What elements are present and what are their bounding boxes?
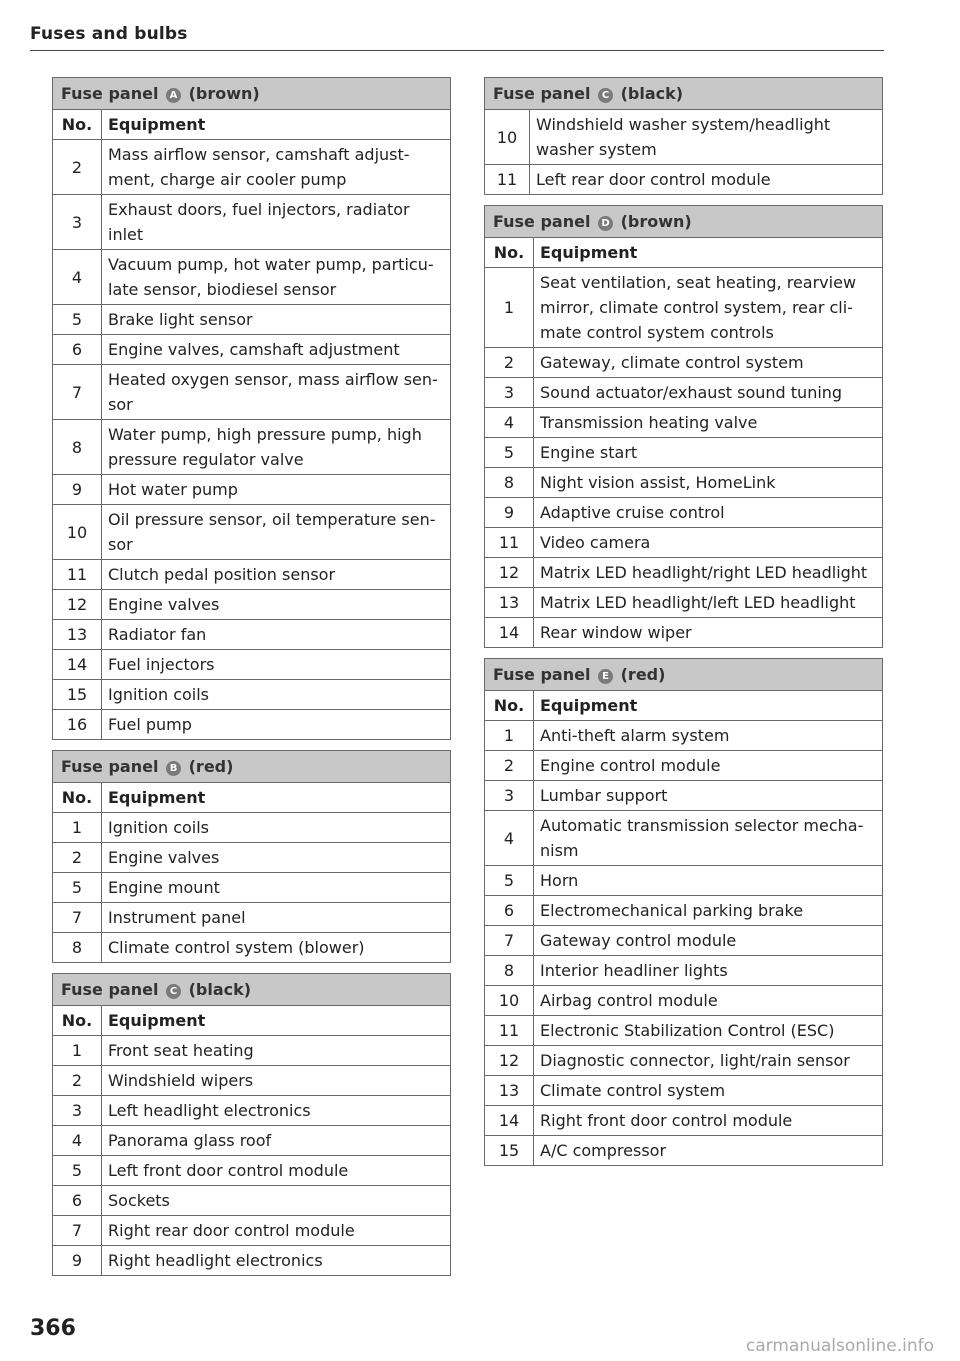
fuse-number: 5 — [485, 866, 534, 896]
fuse-number: 5 — [53, 305, 102, 335]
table-row — [53, 903, 451, 933]
fuse-number: 4 — [53, 250, 102, 305]
table-row — [485, 1046, 883, 1076]
table-row — [485, 268, 883, 348]
column-header-equipment: Equipment — [534, 691, 883, 721]
fuse-equipment: Exhaust doors, fuel injectors, radiator inlet — [102, 195, 451, 250]
table-row — [53, 590, 451, 620]
fuse-number: 14 — [485, 618, 534, 648]
fuse-equipment: Sockets — [102, 1186, 451, 1216]
fuse-number: 6 — [485, 896, 534, 926]
table-row — [485, 866, 883, 896]
fuse-panel-color: (brown) — [188, 84, 260, 103]
table-row — [485, 956, 883, 986]
table-row — [485, 781, 883, 811]
panel-letter-badge: E — [598, 669, 613, 684]
table-header-row — [53, 783, 451, 813]
fuse-panel-a-table — [52, 77, 451, 740]
fuse-number: 12 — [485, 1046, 534, 1076]
fuse-panel-caption-row — [53, 974, 451, 1006]
fuse-number: 5 — [53, 1156, 102, 1186]
fuse-table — [52, 750, 451, 963]
fuse-equipment: Front seat heating — [102, 1036, 451, 1066]
fuse-number: 1 — [53, 813, 102, 843]
fuse-number: 8 — [485, 468, 534, 498]
fuse-number: 3 — [53, 1096, 102, 1126]
column-header-equipment: Equipment — [102, 783, 451, 813]
fuse-panel-caption-row — [485, 659, 883, 691]
table-row — [53, 650, 451, 680]
fuse-equipment: Matrix LED headlight/right LED headlight — [534, 558, 883, 588]
column-header-equipment: Equipment — [102, 1006, 451, 1036]
column-header-equipment: Equipment — [534, 238, 883, 268]
fuse-number: 9 — [53, 1246, 102, 1276]
table-row — [53, 420, 451, 475]
table-row — [53, 140, 451, 195]
fuse-panel-d-table — [484, 205, 883, 648]
fuse-equipment: Hot water pump — [102, 475, 451, 505]
fuse-equipment: Seat ventilation, seat heating, rearview mirror, climate control system, rear climate control system controls — [534, 268, 883, 348]
table-row — [53, 680, 451, 710]
watermark: carmanualsonline.info — [745, 1336, 934, 1356]
fuse-panel-caption-row — [53, 78, 451, 110]
fuse-equipment: Engine valves — [102, 843, 451, 873]
fuse-panel-caption — [53, 751, 451, 783]
fuse-panel-b-table — [52, 750, 451, 963]
fuse-equipment: Gateway control module — [534, 926, 883, 956]
table-row — [485, 165, 883, 195]
fuse-number: 7 — [53, 903, 102, 933]
fuse-equipment: Engine start — [534, 438, 883, 468]
fuse-panel-e-table — [484, 658, 883, 1166]
fuse-panel-color: (red) — [188, 757, 234, 776]
fuse-panel-prefix: Fuse panel — [493, 665, 591, 684]
fuse-number: 9 — [53, 475, 102, 505]
fuse-equipment: Adaptive cruise control — [534, 498, 883, 528]
fuse-equipment: Right headlight electronics — [102, 1246, 451, 1276]
table-row — [485, 588, 883, 618]
fuse-panel-color: (black) — [620, 84, 684, 103]
fuse-panel-prefix: Fuse panel — [61, 84, 159, 103]
table-row — [53, 1186, 451, 1216]
fuse-number: 16 — [53, 710, 102, 740]
table-row — [53, 1246, 451, 1276]
fuse-number: 15 — [53, 680, 102, 710]
fuse-number: 10 — [485, 110, 530, 165]
fuse-number: 1 — [53, 1036, 102, 1066]
fuse-equipment: Airbag control module — [534, 986, 883, 1016]
panel-letter-badge: D — [598, 216, 613, 231]
fuse-equipment: Mass airflow sensor, camshaft adjustment, charge air cooler pump — [102, 140, 451, 195]
fuse-number: 12 — [53, 590, 102, 620]
fuse-equipment: Interior headliner lights — [534, 956, 883, 986]
fuse-equipment: Radiator fan — [102, 620, 451, 650]
fuse-panel-caption — [485, 659, 883, 691]
fuse-number: 2 — [53, 843, 102, 873]
table-row — [53, 1066, 451, 1096]
fuse-number: 15 — [485, 1136, 534, 1166]
table-row — [485, 986, 883, 1016]
fuse-number: 11 — [485, 528, 534, 558]
table-row — [485, 926, 883, 956]
panel-letter-badge: A — [166, 88, 181, 103]
fuse-number: 1 — [485, 268, 534, 348]
fuse-panel-caption — [53, 78, 451, 110]
fuse-number: 13 — [53, 620, 102, 650]
fuse-number: 14 — [485, 1106, 534, 1136]
fuse-equipment: Video camera — [534, 528, 883, 558]
fuse-equipment: Left headlight electronics — [102, 1096, 451, 1126]
panel-letter-badge: C — [166, 984, 181, 999]
fuse-number: 6 — [53, 335, 102, 365]
fuse-equipment: Engine valves, camshaft adjustment — [102, 335, 451, 365]
table-row — [53, 1036, 451, 1066]
table-row — [53, 1126, 451, 1156]
fuse-equipment: Windshield washer system/headlight washer system — [530, 110, 883, 165]
table-row — [53, 560, 451, 590]
table-row — [53, 843, 451, 873]
column-header-no: No. — [53, 110, 102, 140]
fuse-equipment: Ignition coils — [102, 680, 451, 710]
table-row — [485, 811, 883, 866]
left-column — [52, 77, 451, 1286]
fuse-table — [484, 77, 883, 195]
fuse-number: 4 — [485, 408, 534, 438]
fuse-equipment: Sound actuator/exhaust sound tuning — [534, 378, 883, 408]
table-row — [53, 1156, 451, 1186]
fuse-equipment: Left rear door control module — [530, 165, 883, 195]
table-row — [53, 365, 451, 420]
table-header-row — [53, 1006, 451, 1036]
fuse-number: 14 — [53, 650, 102, 680]
fuse-equipment: Automatic transmission selector mechanism — [534, 811, 883, 866]
fuse-number: 8 — [53, 420, 102, 475]
table-row — [485, 498, 883, 528]
fuse-equipment: Transmission heating valve — [534, 408, 883, 438]
table-row — [485, 378, 883, 408]
fuse-number: 13 — [485, 588, 534, 618]
fuse-number: 2 — [53, 1066, 102, 1096]
fuse-number: 2 — [485, 348, 534, 378]
fuse-equipment: Fuel injectors — [102, 650, 451, 680]
fuse-panel-c-table — [52, 973, 451, 1276]
fuse-panel-prefix: Fuse panel — [493, 84, 591, 103]
fuse-number: 8 — [485, 956, 534, 986]
column-header-equipment: Equipment — [102, 110, 451, 140]
fuse-equipment: Electronic Stabilization Control (ESC) — [534, 1016, 883, 1046]
table-row — [53, 505, 451, 560]
fuse-number: 10 — [485, 986, 534, 1016]
fuse-panel-color: (black) — [188, 980, 252, 999]
fuse-number: 10 — [53, 505, 102, 560]
table-row — [53, 620, 451, 650]
fuse-panel-color: (red) — [620, 665, 666, 684]
fuse-number: 9 — [485, 498, 534, 528]
fuse-equipment: Electromechanical parking brake — [534, 896, 883, 926]
table-row — [53, 813, 451, 843]
table-row — [53, 195, 451, 250]
fuse-number: 1 — [485, 721, 534, 751]
table-row — [485, 528, 883, 558]
table-row — [485, 1016, 883, 1046]
column-header-no: No. — [53, 1006, 102, 1036]
fuse-number: 4 — [53, 1126, 102, 1156]
column-header-no: No. — [53, 783, 102, 813]
fuse-panel-prefix: Fuse panel — [61, 757, 159, 776]
page-header — [30, 24, 884, 51]
fuse-equipment: Left front door control module — [102, 1156, 451, 1186]
fuse-panel-prefix: Fuse panel — [61, 980, 159, 999]
fuse-number: 3 — [485, 378, 534, 408]
fuse-equipment: Climate control system — [534, 1076, 883, 1106]
fuse-number: 2 — [53, 140, 102, 195]
fuse-number: 8 — [53, 933, 102, 963]
fuse-number: 3 — [485, 781, 534, 811]
fuse-equipment: A/C compressor — [534, 1136, 883, 1166]
fuse-equipment: Engine mount — [102, 873, 451, 903]
fuse-equipment: Rear window wiper — [534, 618, 883, 648]
section-title: Fuses and bulbs — [30, 24, 188, 44]
fuse-equipment: Night vision assist, HomeLink — [534, 468, 883, 498]
fuse-equipment: Engine valves — [102, 590, 451, 620]
fuse-equipment: Climate control system (blower) — [102, 933, 451, 963]
table-row — [485, 558, 883, 588]
fuse-equipment: Lumbar support — [534, 781, 883, 811]
fuse-equipment: Panorama glass roof — [102, 1126, 451, 1156]
fuse-equipment: Instrument panel — [102, 903, 451, 933]
table-row — [485, 721, 883, 751]
fuse-panel-color: (brown) — [620, 212, 692, 231]
table-row — [485, 348, 883, 378]
table-row — [53, 335, 451, 365]
fuse-number: 6 — [53, 1186, 102, 1216]
column-header-no: No. — [485, 691, 534, 721]
table-row — [53, 250, 451, 305]
table-header-row — [485, 238, 883, 268]
fuse-number: 13 — [485, 1076, 534, 1106]
fuse-equipment: Gateway, climate control system — [534, 348, 883, 378]
fuse-equipment: Clutch pedal position sensor — [102, 560, 451, 590]
fuse-equipment: Ignition coils — [102, 813, 451, 843]
fuse-equipment: Heated oxygen sensor, mass airflow sensor — [102, 365, 451, 420]
fuse-number: 4 — [485, 811, 534, 866]
fuse-table — [484, 658, 883, 1166]
table-header-row — [485, 691, 883, 721]
fuse-number: 11 — [485, 1016, 534, 1046]
table-row — [53, 933, 451, 963]
fuse-panel-c-continued-table — [484, 77, 883, 195]
fuse-equipment: Water pump, high pressure pump, high pressure regulator valve — [102, 420, 451, 475]
fuse-equipment: Vacuum pump, hot water pump, particulate sensor, biodiesel sensor — [102, 250, 451, 305]
fuse-equipment: Anti-theft alarm system — [534, 721, 883, 751]
fuse-table — [52, 973, 451, 1276]
fuse-number: 5 — [485, 438, 534, 468]
panel-letter-badge: C — [598, 88, 613, 103]
fuse-equipment: Horn — [534, 866, 883, 896]
fuse-equipment: Diagnostic connector, light/rain sensor — [534, 1046, 883, 1076]
table-row — [53, 475, 451, 505]
fuse-equipment: Oil pressure sensor, oil temperature sensor — [102, 505, 451, 560]
fuse-panel-caption-row — [485, 206, 883, 238]
fuse-number: 3 — [53, 195, 102, 250]
fuse-panel-prefix: Fuse panel — [493, 212, 591, 231]
table-row — [485, 438, 883, 468]
fuse-equipment: Brake light sensor — [102, 305, 451, 335]
table-row — [485, 751, 883, 781]
table-row — [485, 896, 883, 926]
fuse-panel-caption — [53, 974, 451, 1006]
table-row — [485, 1136, 883, 1166]
fuse-panel-caption-row — [53, 751, 451, 783]
table-row — [485, 408, 883, 438]
fuse-table — [484, 205, 883, 648]
table-row — [53, 710, 451, 740]
fuse-panel-caption-row — [485, 78, 883, 110]
fuse-equipment: Right rear door control module — [102, 1216, 451, 1246]
table-row — [53, 1096, 451, 1126]
table-row — [53, 1216, 451, 1246]
fuse-number: 11 — [485, 165, 530, 195]
fuse-number: 5 — [53, 873, 102, 903]
page-number: 366 — [30, 1316, 76, 1341]
fuse-number: 11 — [53, 560, 102, 590]
table-row — [485, 110, 883, 165]
fuse-equipment: Right front door control module — [534, 1106, 883, 1136]
fuse-number: 2 — [485, 751, 534, 781]
table-row — [485, 1106, 883, 1136]
fuse-equipment: Engine control module — [534, 751, 883, 781]
table-row — [53, 305, 451, 335]
fuse-number: 7 — [485, 926, 534, 956]
table-row — [53, 873, 451, 903]
right-column — [484, 77, 883, 1176]
fuse-panel-caption — [485, 206, 883, 238]
fuse-equipment: Windshield wipers — [102, 1066, 451, 1096]
panel-letter-badge: B — [166, 761, 181, 776]
fuse-number: 7 — [53, 1216, 102, 1246]
fuse-panel-caption — [485, 78, 883, 110]
fuse-number: 12 — [485, 558, 534, 588]
fuse-equipment: Fuel pump — [102, 710, 451, 740]
table-row — [485, 1076, 883, 1106]
fuse-equipment: Matrix LED headlight/left LED headlight — [534, 588, 883, 618]
table-row — [485, 618, 883, 648]
table-row — [485, 468, 883, 498]
table-header-row — [53, 110, 451, 140]
column-header-no: No. — [485, 238, 534, 268]
fuse-number: 7 — [53, 365, 102, 420]
fuse-table — [52, 77, 451, 740]
